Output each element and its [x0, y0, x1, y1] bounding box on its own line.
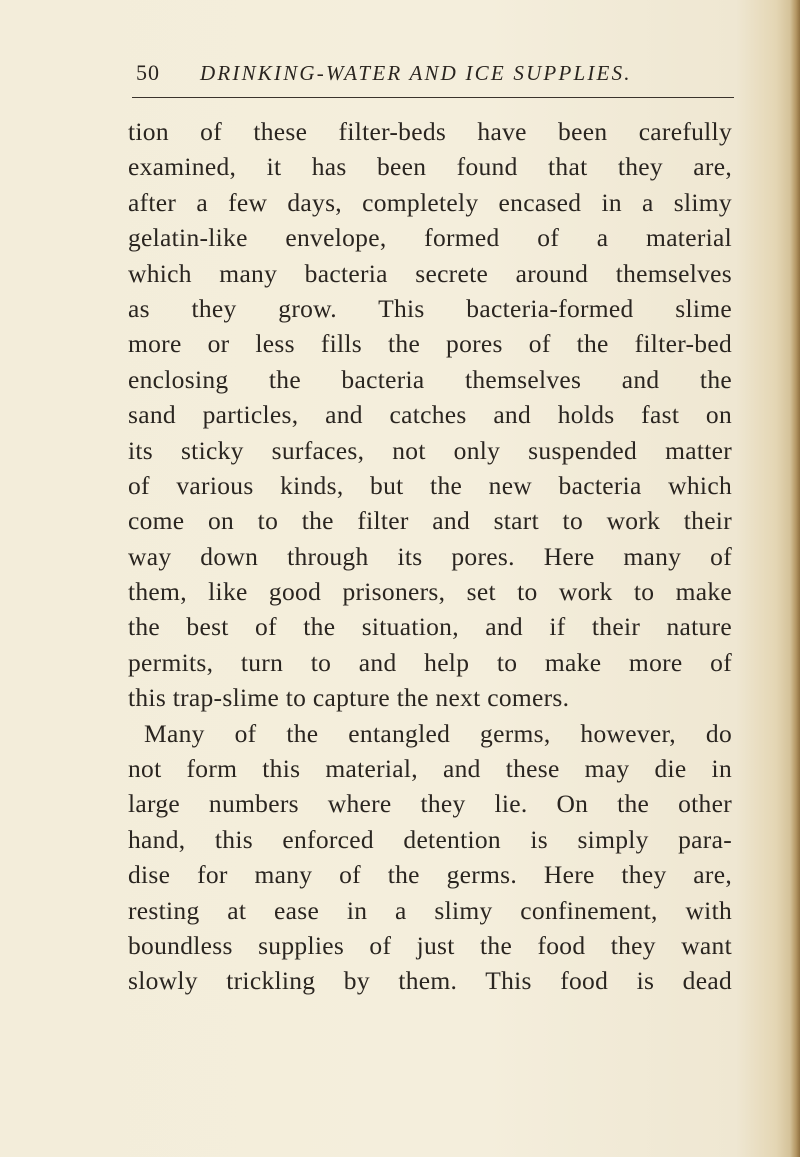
- text-line: the best of the situation, and if their nature: [128, 612, 732, 642]
- text-line: gelatin-like envelope, formed of a material: [128, 223, 732, 253]
- body-text: [128, 114, 732, 999]
- text-line: slowly trickling by them. This food is dead: [128, 966, 732, 996]
- text-line: tion of these filter-beds have been carefully: [128, 117, 732, 146]
- text-line: not form this material, and these may die in: [128, 754, 732, 784]
- text-line: examined, it has been found that they are,: [128, 152, 732, 182]
- text-line: dise for many of the germs. Here they are,: [128, 860, 732, 890]
- text-line: resting at ease in a slimy confinement, with: [128, 895, 732, 925]
- header-rule: [132, 97, 734, 98]
- text-line: which many bacteria secrete around themselves: [128, 258, 732, 288]
- text-line: more or less fills the pores of the filter-bed: [128, 329, 732, 359]
- text-line: as they grow. This bacteria-formed slime: [128, 293, 732, 323]
- text-line: this trap-slime to capture the next comers.: [128, 683, 570, 713]
- text-line: permits, turn to and help to make more of: [128, 647, 732, 677]
- text-line: its sticky surfaces, not only suspended matter: [128, 435, 732, 465]
- running-title: DRINKING-WATER AND ICE SUPPLIES.: [200, 61, 632, 85]
- text-line: way down through its pores. Here many of: [128, 541, 732, 571]
- text-line: come on to the filter and start to work their: [128, 506, 732, 536]
- text-line: of various kinds, but the new bacteria which: [128, 470, 732, 500]
- page-edge-shadow: [790, 0, 800, 1157]
- text-line: hand, this enforced detention is simply para-: [128, 824, 732, 854]
- text-line: enclosing the bacteria themselves and the: [128, 364, 732, 394]
- page-header: [136, 60, 736, 94]
- page-number: 50: [136, 60, 160, 85]
- text-line: boundless supplies of just the food they want: [128, 930, 732, 960]
- paragraph-start-line: Many of the entangled germs, however, do: [144, 718, 732, 748]
- text-line: large numbers where they lie. On the other: [128, 789, 732, 819]
- text-line: after a few days, completely encased in a slimy: [128, 187, 732, 217]
- text-line: them, like good prisoners, set to work to make: [128, 577, 732, 607]
- text-line: sand particles, and catches and holds fast on: [128, 400, 732, 430]
